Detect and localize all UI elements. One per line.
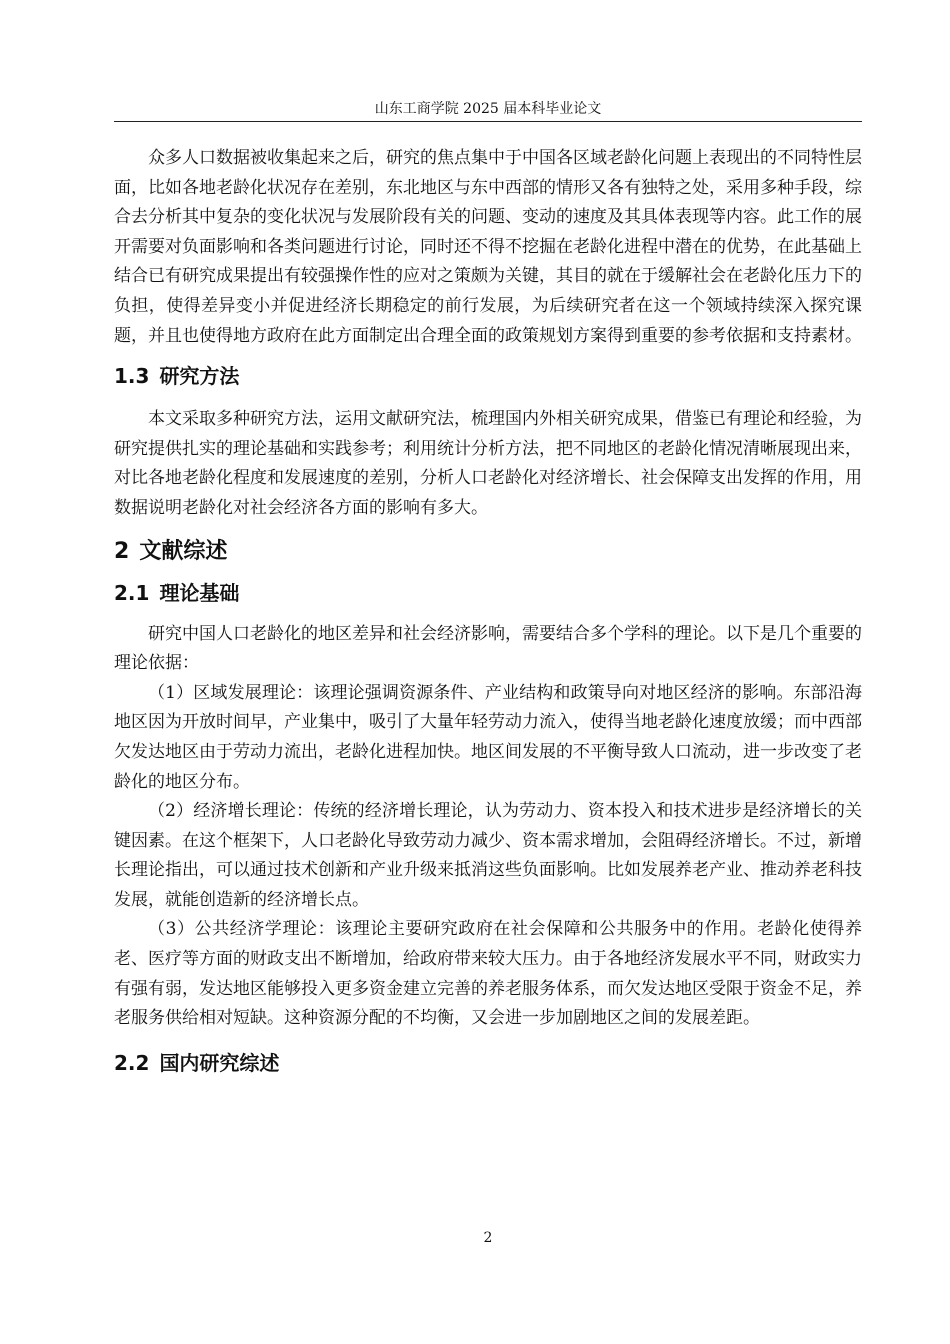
header-rule — [114, 121, 862, 122]
section-number: 1.3 — [114, 364, 150, 389]
section-heading-1-3 — [114, 361, 862, 391]
section-title: 国内研究综述 — [159, 1050, 280, 1075]
methods-paragraph: 本文采取多种研究方法，运用文献研究法，梳理国内外相关研究成果，借鉴已有理论和经验，为研究提供扎实的理论基础和实践参考；利用统计分析方法，把不同地区的老龄化情况清晰展现出来，对比各地老龄化程度和发展速度的差别，分析人口老龄化对经济增长、社会保障支出发挥的作用，用数据说明老龄化对社会经济各方面的影响有多大。 — [114, 409, 862, 518]
theory-intro-paragraph: 研究中国人口老龄化的地区差异和社会经济影响，需要结合多个学科的理论。以下是几个重要的理论依据： — [114, 623, 862, 674]
section-title: 理论基础 — [159, 580, 240, 605]
chapter-number: 2 — [114, 538, 130, 564]
section-number: 2.2 — [114, 1050, 150, 1075]
section-title: 研究方法 — [159, 364, 240, 389]
page-body — [114, 144, 862, 1078]
chapter-heading-2 — [114, 536, 862, 568]
running-header: 山东工商学院 2025 届本科毕业论文 — [374, 101, 602, 117]
section-heading-2-1 — [114, 578, 862, 608]
section-number: 2.1 — [114, 580, 150, 605]
page-number: 2 — [483, 1230, 493, 1246]
chapter-title: 文献综述 — [139, 538, 228, 564]
theory-item-2: （2）经济增长理论：传统的经济增长理论，认为劳动力、资本投入和技术进步是经济增长的关键因素。在这个框架下，人口老龄化导致劳动力减少、资本需求增加，会阻碍经济增长。不过，新增长理论指出，可以通过技术创新和产业升级来抵消这些负面影响。比如发展养老产业、推动养老科技发展，就能创造新的经济增长点。 — [114, 801, 862, 910]
theory-item-3: （3）公共经济学理论：该理论主要研究政府在社会保障和公共服务中的作用。老龄化使得养老、医疗等方面的财政支出不断增加，给政府带来较大压力。由于各地经济发展水平不同，财政实力有强有弱，发达地区能够投入更多资金建立完善的养老服务体系，而欠发达地区受限于资金不足，养老服务供给相对短缺。这种资源分配的不均衡，又会进一步加剧地区之间的发展差距。 — [114, 919, 862, 1029]
section-heading-2-2 — [114, 1048, 862, 1078]
theory-item-1: （1）区域发展理论：该理论强调资源条件、产业结构和政策导向对地区经济的影响。东部沿海地区因为开放时间早，产业集中，吸引了大量年轻劳动力流入，使得当地老龄化速度放缓；而中西部欠发达地区由于劳动力流出，老龄化进程加快。地区间发展的不平衡导致人口流动，进一步改变了老龄化的地区分布。 — [114, 682, 862, 792]
intro-paragraph: 众多人口数据被收集起来之后，研究的焦点集中于中国各区域老龄化问题上表现出的不同特性层面，比如各地老龄化状况存在差别，东北地区与东中西部的情形又各有独特之处，采用多种手段，综合去分析其中复杂的变化状况与发展阶段有关的问题、变动的速度及其具体表现等内容。此工作的展开需要对负面影响和各类问题进行讨论，同时还不得不挖掘在老龄化进程中潜在的优势，在此基础上结合已有研究成果提出有较强操作性的应对之策颇为关键，其目的就在于缓解社会在老龄化压力下的负担，使得差异变小并促进经济长期稳定的前行发展，为后续研究者在这一个领域持续深入探究课题，并且也使得地方政府在此方面制定出合理全面的政策规划方案得到重要的参考依据和支持素材。 — [114, 148, 862, 346]
